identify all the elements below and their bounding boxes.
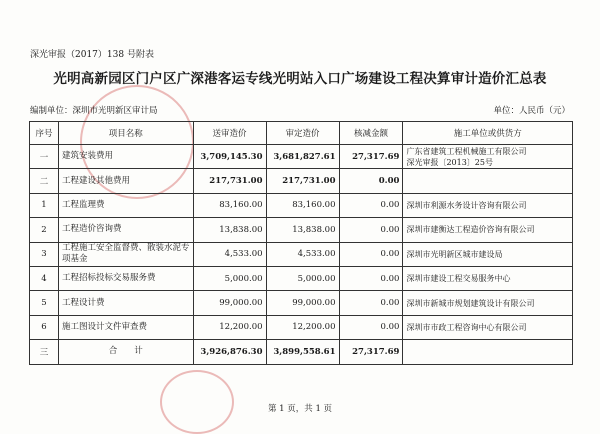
table-row [30, 315, 573, 339]
row-submitted-cost: 217,731.00 [193, 169, 266, 193]
row-item-name: 合 计 [58, 340, 193, 364]
header-vendor: 施工单位或供货方 [403, 122, 573, 145]
row-reduction: 0.00 [339, 193, 403, 217]
row-submitted-cost: 3,709,145.30 [193, 145, 266, 169]
row-reduction: 0.00 [339, 291, 403, 315]
row-vendor: 深圳市建衡达工程造价咨询有限公司 [403, 218, 573, 242]
row-vendor [403, 169, 573, 193]
row-approved-cost: 13,838.00 [266, 218, 339, 242]
row-approved-cost: 83,160.00 [266, 193, 339, 217]
row-vendor: 深圳市光明新区城市建设局 [403, 242, 573, 266]
compiler-unit: 编制单位：深圳市光明新区审计局 [30, 106, 158, 116]
row-item-name: 工程设计费 [58, 291, 193, 315]
header-submitted: 送审造价 [193, 122, 266, 145]
row-seq: 三 [30, 340, 59, 364]
header-item: 项目名称 [58, 122, 193, 145]
row-vendor: 深圳市新城市规划建筑设计有限公司 [403, 291, 573, 315]
row-vendor: 广东省建筑工程机械施工有限公司 深光审报〔2013〕25号 [403, 145, 573, 169]
table-header-row [30, 122, 573, 145]
row-reduction: 0.00 [339, 242, 403, 266]
row-approved-cost: 12,200.00 [266, 315, 339, 339]
row-reduction: 27,317.69 [339, 340, 403, 364]
row-item-name: 施工图设计文件审查费 [58, 315, 193, 339]
row-approved-cost: 3,681,827.61 [266, 145, 339, 169]
row-seq: 3 [30, 242, 59, 266]
row-reduction: 0.00 [339, 315, 403, 339]
page-footer: 第 1 页，共 1 页 [267, 404, 333, 414]
row-item-name: 工程监理费 [58, 193, 193, 217]
row-vendor: 深圳市市政工程咨询中心有限公司 [403, 315, 573, 339]
row-item-name: 工程招标投标交易服务费 [58, 266, 193, 290]
table-row [30, 242, 573, 266]
row-submitted-cost: 83,160.00 [193, 193, 266, 217]
row-reduction: 0.00 [339, 266, 403, 290]
row-seq: 2 [30, 218, 59, 242]
table-row [30, 193, 573, 217]
row-reduction: 0.00 [339, 169, 403, 193]
table-row [30, 340, 573, 364]
row-submitted-cost: 4,533.00 [193, 242, 266, 266]
table-row [30, 145, 573, 169]
row-approved-cost: 99,000.00 [266, 291, 339, 315]
row-submitted-cost: 5,000.00 [193, 266, 266, 290]
table-row [30, 218, 573, 242]
row-item-name: 建筑安装费用 [58, 145, 193, 169]
row-seq: 一 [30, 145, 59, 169]
row-item-name: 工程建设其他费用 [58, 169, 193, 193]
row-approved-cost: 5,000.00 [266, 266, 339, 290]
table-row [30, 169, 573, 193]
table-row [30, 266, 573, 290]
row-item-name: 工程施工安全监督费、散装水泥专项基金 [58, 242, 193, 266]
row-seq: 1 [30, 193, 59, 217]
page-title: 光明高新园区门户区广深港客运专线光明站入口广场建设工程决算审计造价汇总表 [53, 71, 547, 87]
summary-table [29, 121, 573, 365]
header-reduction: 核减金额 [339, 122, 403, 145]
row-vendor: 深圳市建设工程交易服务中心 [403, 266, 573, 290]
row-vendor [403, 340, 573, 364]
row-vendor: 深圳市利源水务设计咨询有限公司 [403, 193, 573, 217]
row-reduction: 27,317.69 [339, 145, 403, 169]
row-seq: 4 [30, 266, 59, 290]
row-approved-cost: 217,731.00 [266, 169, 339, 193]
header-approved: 审定造价 [266, 122, 339, 145]
row-approved-cost: 4,533.00 [266, 242, 339, 266]
row-seq: 6 [30, 315, 59, 339]
currency-unit: 单位：人民币（元） [493, 106, 570, 116]
row-seq: 二 [30, 169, 59, 193]
row-submitted-cost: 99,000.00 [193, 291, 266, 315]
row-submitted-cost: 13,838.00 [193, 218, 266, 242]
row-reduction: 0.00 [339, 218, 403, 242]
table-row [30, 291, 573, 315]
row-item-name: 工程造价咨询费 [58, 218, 193, 242]
header-seq: 序号 [30, 122, 59, 145]
row-submitted-cost: 3,926,876.30 [193, 340, 266, 364]
row-submitted-cost: 12,200.00 [193, 315, 266, 339]
row-approved-cost: 3,899,558.61 [266, 340, 339, 364]
document-number: 深光审报（2017）138 号附表 [30, 50, 154, 60]
row-seq: 5 [30, 291, 59, 315]
